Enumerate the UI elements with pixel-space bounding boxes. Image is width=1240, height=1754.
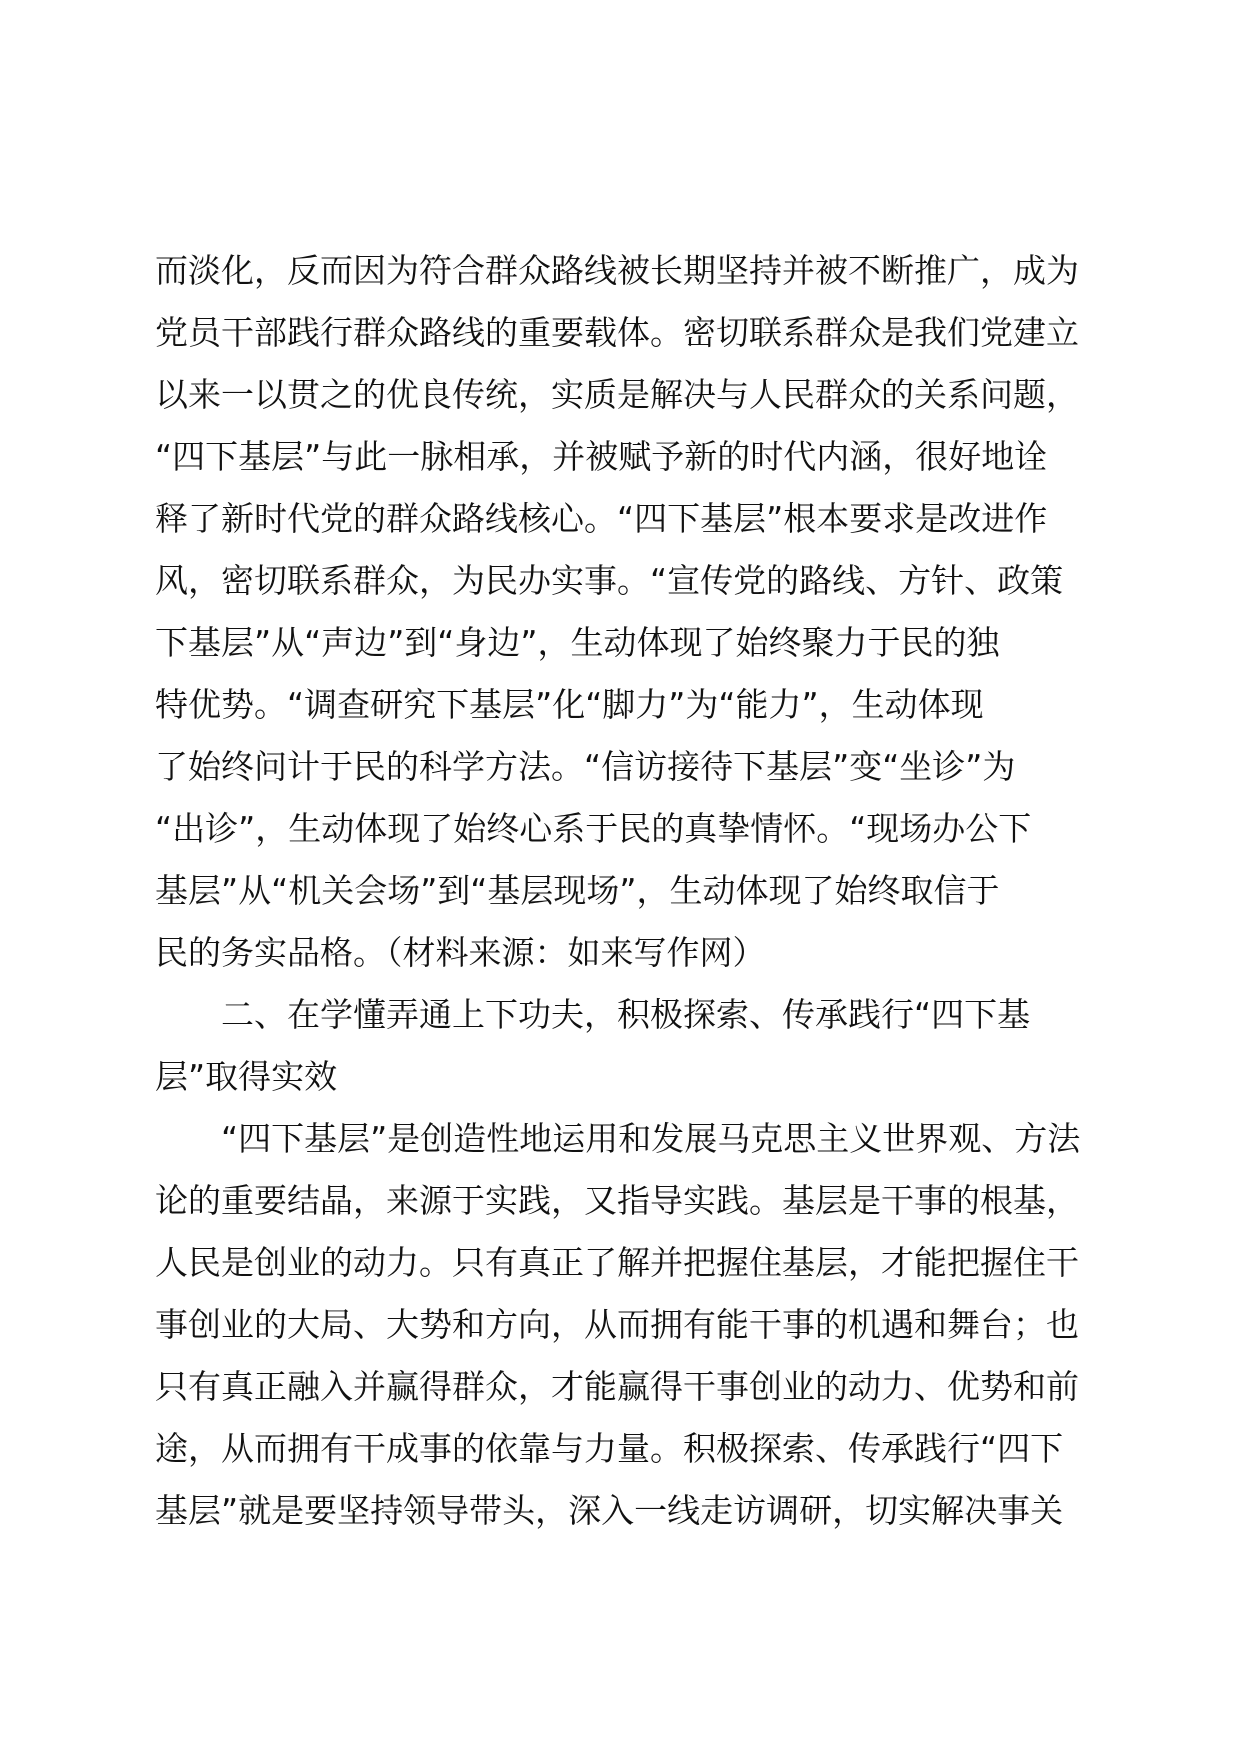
paragraph-line: 党员干部践行群众路线的重要载体。密切联系群众是我们党建立 (155, 313, 1079, 352)
paragraph-line: “出诊”，生动体现了始终心系于民的真挚情怀。“现场办公下 (155, 809, 1032, 848)
body-text (155, 240, 1100, 1542)
paragraph-line: 事创业的大局、大势和方向，从而拥有能干事的机遇和舞台；也 (155, 1305, 1079, 1344)
paragraph-line: “四下基层”与此一脉相承，并被赋予新的时代内涵，很好地诠 (155, 437, 1048, 476)
paragraph-line: 而淡化，反而因为符合群众路线被长期坚持并被不断推广，成为 (155, 251, 1079, 290)
paragraph-line: 风，密切联系群众，为民办实事。“宣传党的路线、方针、政策 (155, 561, 1064, 600)
paragraph-line: 特优势。“调查研究下基层”化“脚力”为“能力”，生动体现 (155, 685, 984, 724)
paragraph-line: 途，从而拥有干成事的依靠与力量。积极探索、传承践行“四下 (155, 1429, 1064, 1468)
paragraph-line: 论的重要结晶，来源于实践，又指导实践。基层是干事的根基， (155, 1181, 1079, 1220)
paragraph-line: 民的务实品格。（材料来源：如来写作网） (155, 933, 766, 972)
paragraph-2 (155, 1108, 1100, 1542)
paragraph-line: 了始终问计于民的科学方法。“信访接待下基层”变“坐诊”为 (155, 747, 1016, 786)
paragraph-line: 下基层”从“声边”到“身边”，生动体现了始终聚力于民的独 (155, 623, 1000, 662)
paragraph-line: 人民是创业的动力。只有真正了解并把握住基层，才能把握住干 (155, 1243, 1079, 1282)
paragraph-line: 基层”从“机关会场”到“基层现场”，生动体现了始终取信于 (155, 871, 1000, 910)
heading-line: 层”取得实效 (155, 1057, 338, 1096)
paragraph-line: 基层”就是要坚持领导带头，深入一线走访调研，切实解决事关 (155, 1491, 1064, 1530)
heading-line: 二、在学懂弄通上下功夫，积极探索、传承践行“四下基 (221, 995, 1031, 1034)
paragraph-line: 释了新时代党的群众路线核心。“四下基层”根本要求是改进作 (155, 499, 1048, 538)
section-heading-2 (155, 984, 1100, 1108)
paragraph-1 (155, 240, 1100, 984)
paragraph-line: 以来一以贯之的优良传统，实质是解决与人民群众的关系问题， (155, 375, 1079, 414)
paragraph-line: 只有真正融入并赢得群众，才能赢得干事创业的动力、优势和前 (155, 1367, 1079, 1406)
paragraph-line: “四下基层”是创造性地运用和发展马克思主义世界观、方法 (221, 1119, 1081, 1158)
